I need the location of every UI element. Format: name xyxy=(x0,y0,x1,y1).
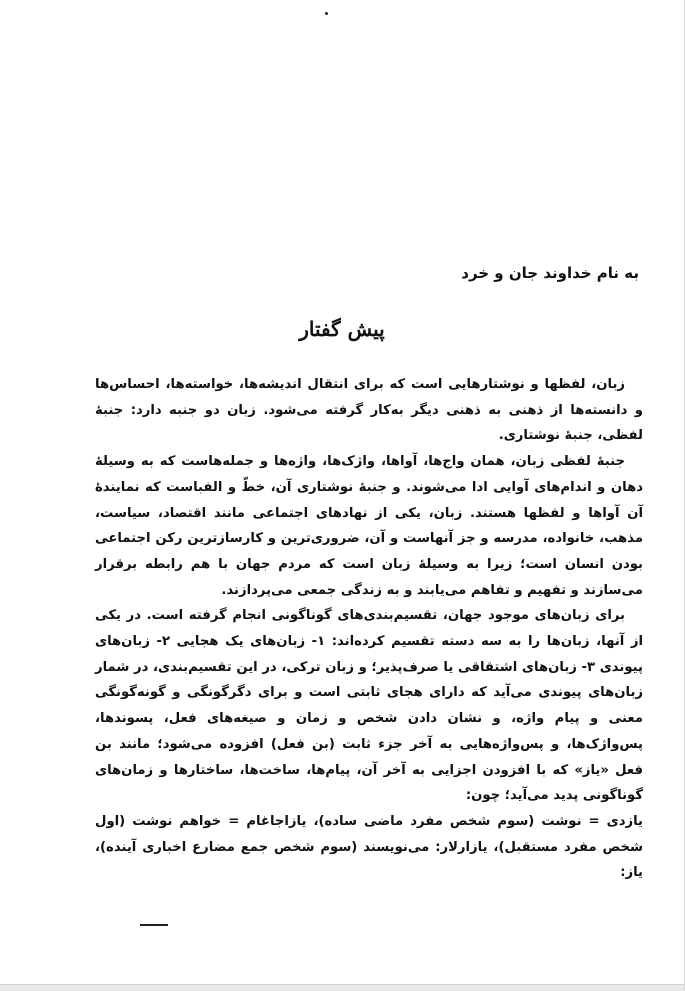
page-title: پیش گفتار xyxy=(299,317,385,341)
paragraph: برای زبان‌های موجود جهان، تقسیم‌بندی‌های گوناگونی انجام گرفته است. در یکی از آنها، زبان‌ها را به سه دسته تقسیم کرده‌اند: ۱- زبان‌های یک هجایی ۲- زبان‌های پیوندی ۳- زبان‌های اشتقاقی یا صرف‌پذیر؛ و زبان ترکی، در این تقسیم‌بندی، در شمار زبان‌های پیوندی می‌آید که دارای هجای ثابتی است و برای دگرگونگی و گونه‌گونگی معنی و پیام واژه، و نشان دادن شخص و زمان و صیغه‌های فعل، پسوندها، پس‌واژک‌ها، و پس‌واژه‌هایی به آخر جزء ثابت (بن فعل) افزوده می‌شود؛ مانند بن فعل «یاز» که با افزودن اجزایی به آخر آن، پیام‌ها، ساخت‌ها، ساختارها و زمان‌های گوناگونی پدید می‌آید؛ چون: xyxy=(95,608,643,804)
paragraph: زبان، لفظها و نوشتارهایی است که برای انتقال اندیشه‌ها، خواسته‌ها، احساس‌ها و دانسته‌ها از ذهنی به ذهنی دیگر به‌کار گرفته می‌شود. زبان دو جنبه دارد: جنبهٔ لفظی، جنبهٔ نوشتاری. xyxy=(95,377,643,444)
paragraph: جنبهٔ لفظی زبان، همان واج‌ها، آواها، واژک‌ها، واژه‌ها و جمله‌هاست که به وسیلهٔ دهان و اندام‌های آوایی ادا می‌شوند. و جنبهٔ نوشتاری آن، خطّ و الفباست که نمایندهٔ آن آواها و لفظها هستند. زبان، یکی از نهادهای اجتماعی مانند اقتصاد، سیاست، مذهب، خانواده، مدرسه و جز آنهاست و آن، ضروری‌ترین و کارسازترین رکن اجتماعی بودن انسان است؛ زیرا به وسیلهٔ زبان است که مردم جهان با هم رابطه برقرار می‌سازند و تفهیم و تفاهم می‌یابند و به زندگی جمعی می‌پردازند. xyxy=(95,454,643,598)
body-text xyxy=(95,372,643,886)
truncated-text-mark xyxy=(140,924,168,930)
page-mark xyxy=(325,12,328,15)
paragraph: یازدی = نوشت (سوم شخص مفرد ماضی ساده)، یازاجاغام = خواهم نوشت (اول شخص مفرد مستقبل)، یازارلار: می‌نویسند (سوم شخص جمع مضارع اخباری آینده)، یاز: xyxy=(95,813,643,881)
invocation-heading: به نام خداوند جان و خرد xyxy=(461,264,639,282)
